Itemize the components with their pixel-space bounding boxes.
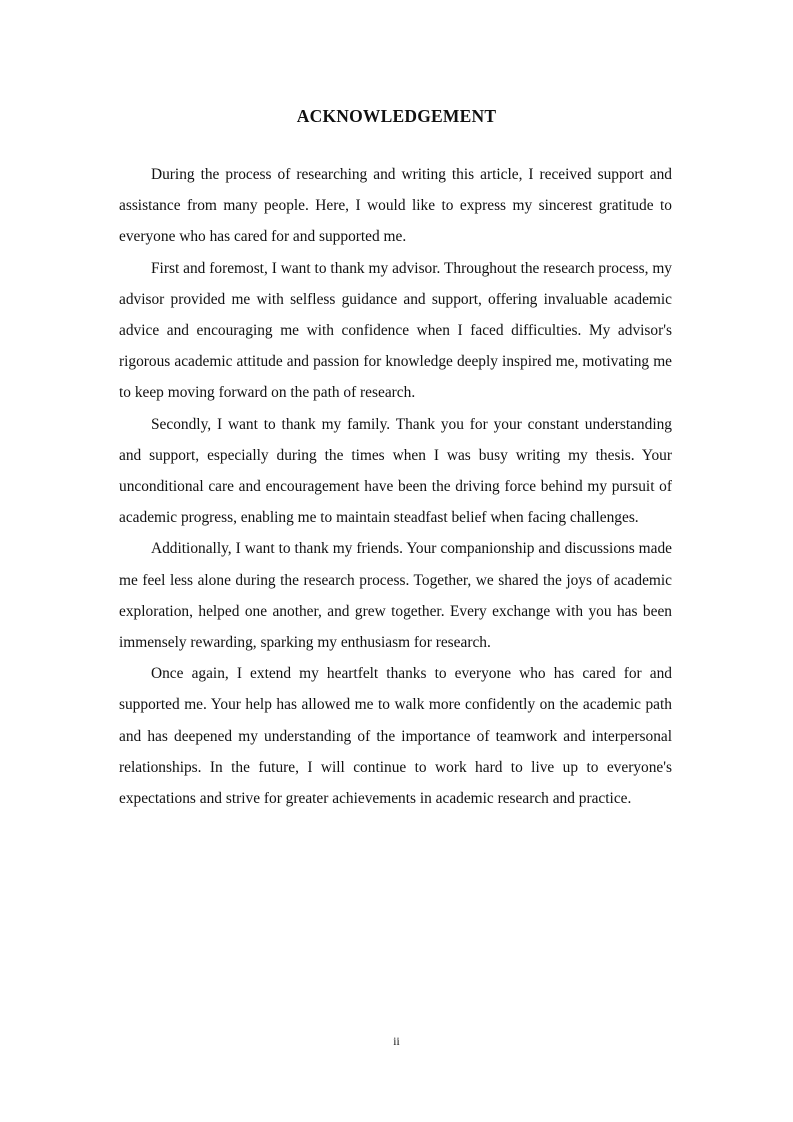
page-title: ACKNOWLEDGEMENT bbox=[296, 106, 497, 126]
page-number: ii bbox=[393, 1036, 400, 1048]
paragraph-5: Once again, I extend my heartfelt thanks to everyone who has cared for and supported me. Your help has allowed me to walk more confidently on the academic path and has deepened my understanding of the importance of teamwork and interpersonal relationships. In the future, I will continue to work hard to live up to everyone's expectations and strive for greater achievements in academic research and practice. bbox=[119, 665, 672, 808]
paragraph-2: First and foremost, I want to thank my advisor. Throughout the research process, my advisor provided me with selfless guidance and support, offering invaluable academic advice and encouraging me with confidence when I faced difficulties. My advisor's rigorous academic attitude and passion for knowledge deeply inspired me, motivating me to keep moving forward on the path of research. bbox=[119, 259, 672, 402]
paragraph-3: Secondly, I want to thank my family. Thank you for your constant understanding and support, especially during the times when I was busy writing my thesis. Your unconditional care and encouragement have been the driving force behind my pursuit of academic progress, enabling me to maintain steadfast belief when facing challenges. bbox=[119, 415, 672, 527]
acknowledgement-body bbox=[119, 159, 672, 814]
paragraph-1: During the process of researching and writing this article, I received support and assistance from many people. Here, I would like to express my sincerest gratitude to everyone who has cared for and supported me. bbox=[119, 166, 672, 246]
paragraph-4: Additionally, I want to thank my friends. Your companionship and discussions made me feel less alone during the research process. Together, we shared the joys of academic exploration, helped one another, and grew together. Every exchange with you has been immensely rewarding, sparking my enthusiasm for research. bbox=[119, 540, 672, 652]
